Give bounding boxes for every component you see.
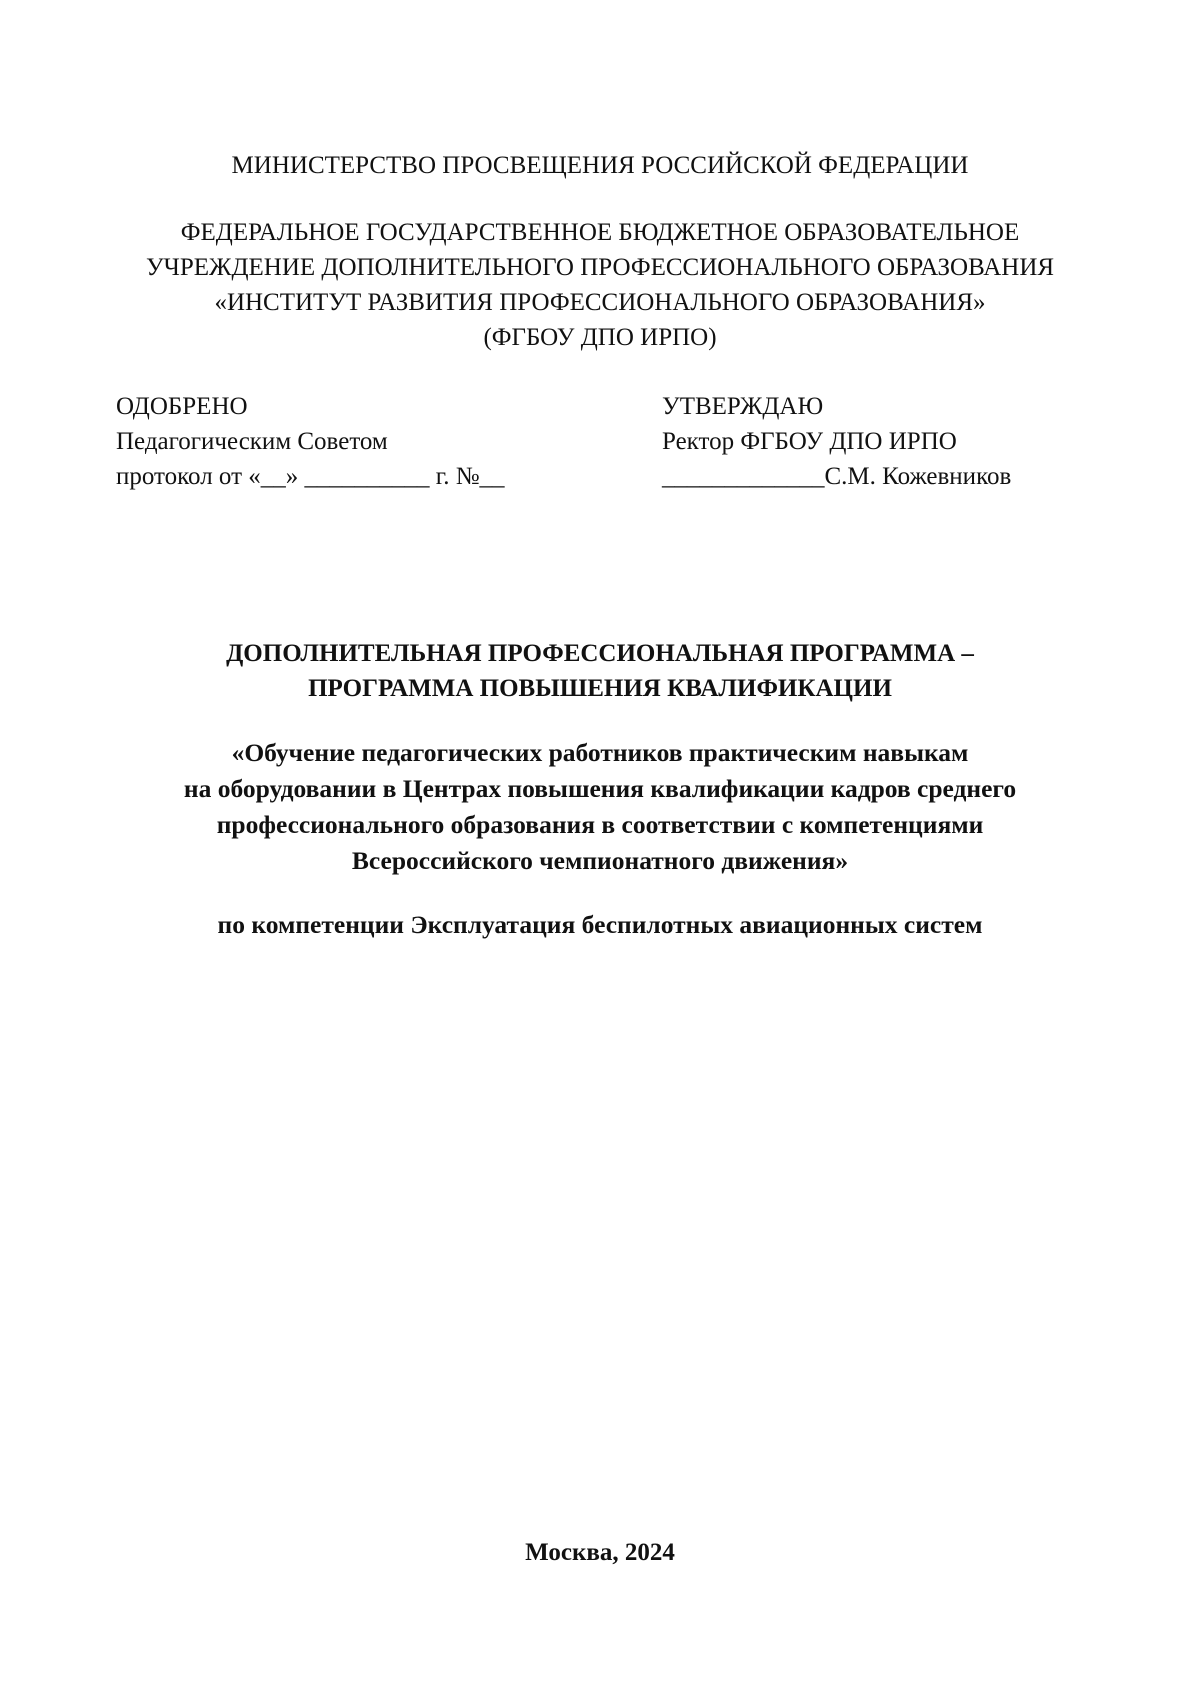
ministry-name: МИНИСТЕРСТВО ПРОСВЕЩЕНИЯ РОССИЙСКОЙ ФЕДЕРАЦИИ	[231, 152, 969, 179]
institution-line-3: «ИНСТИТУТ РАЗВИТИЯ ПРОФЕССИОНАЛЬНОГО ОБРАЗОВАНИЯ»	[214, 289, 986, 316]
rector-signature-line: _____________С.М. Кожевников	[662, 463, 1012, 490]
place-year: Москва, 2024	[525, 1539, 675, 1566]
approved-heading: ОДОБРЕНО	[116, 393, 248, 420]
program-title-line-4: Всероссийского чемпионатного движения»	[351, 846, 849, 875]
program-type-line-2: ПРОГРАММА ПОВЫШЕНИЯ КВАЛИФИКАЦИИ	[308, 675, 892, 702]
rector-title: Ректор ФГБОУ ДПО ИРПО	[662, 428, 957, 455]
program-title-line-1: «Обучение педагогических работников практическим навыкам	[231, 738, 969, 767]
approve-heading: УТВЕРЖДАЮ	[662, 393, 824, 420]
institution-line-1: ФЕДЕРАЛЬНОЕ ГОСУДАРСТВЕННОЕ БЮДЖЕТНОЕ ОБРАЗОВАТЕЛЬНОЕ	[180, 219, 1020, 246]
program-type-line-1: ДОПОЛНИТЕЛЬНАЯ ПРОФЕССИОНАЛЬНАЯ ПРОГРАММА –	[226, 640, 974, 667]
institution-abbreviation: (ФГБОУ ДПО ИРПО)	[483, 324, 717, 351]
program-title-line-2: на оборудовании в Центрах повышения квалификации кадров среднего	[183, 774, 1017, 803]
competence-line: по компетенции Эксплуатация беспилотных авиационных систем	[217, 910, 983, 939]
approved-by: Педагогическим Советом	[116, 428, 388, 455]
institution-line-2: УЧРЕЖДЕНИЕ ДОПОЛНИТЕЛЬНОГО ПРОФЕССИОНАЛЬНОГО ОБРАЗОВАНИЯ	[145, 254, 1055, 281]
protocol-line: протокол от «__» __________ г. №__	[116, 463, 505, 490]
program-title-line-3: профессионального образования в соответствии с компетенциями	[216, 810, 984, 839]
